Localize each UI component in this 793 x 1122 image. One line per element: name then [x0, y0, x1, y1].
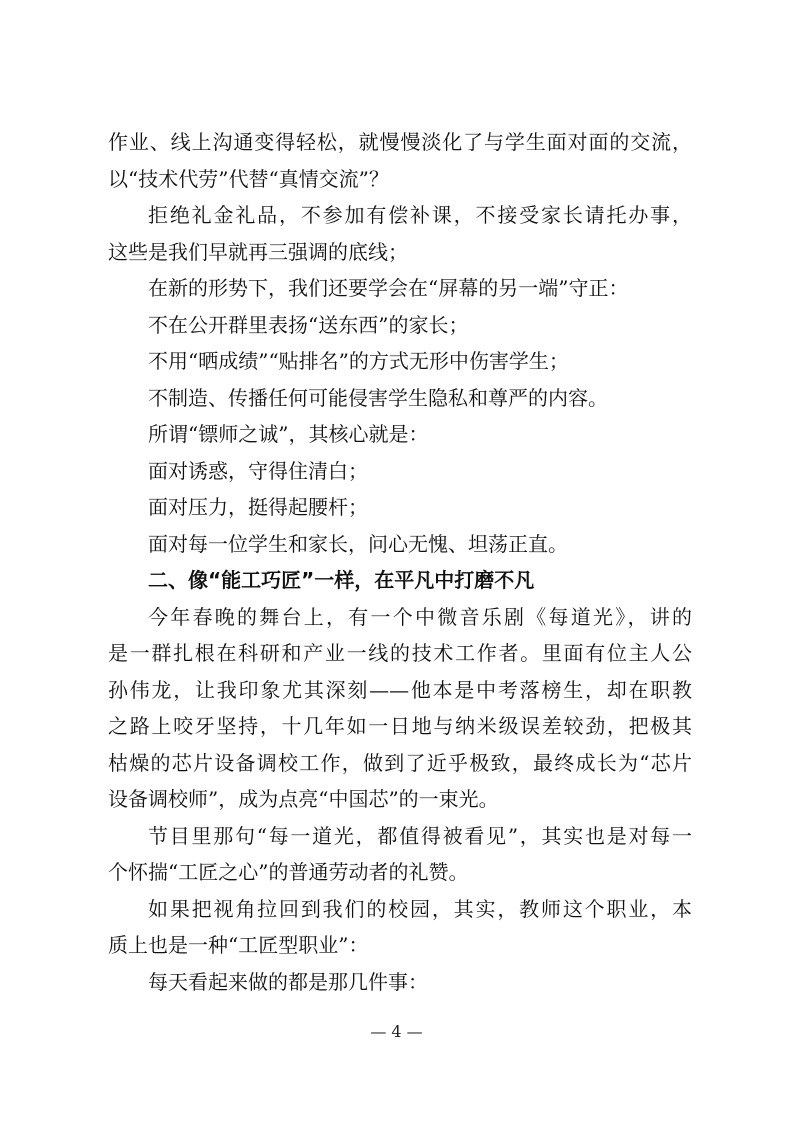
paragraph-line: 面对每一位学生和家长，问心无愧、坦荡正直。	[148, 531, 568, 556]
paragraph-line: 作业、线上沟通变得轻松，就慢慢淡化了与学生面对面的交流，	[108, 130, 692, 154]
paragraph-line: 所谓“镖师之诚”，其核心就是：	[148, 422, 429, 446]
paragraph-line: 以“技术代劳”代替“真情交流”？	[108, 166, 389, 191]
paragraph-line: 不用“晒成绩”“贴排名”的方式无形中伤害学生；	[148, 349, 569, 373]
paragraph-line: 不在公开群里表扬“送东西”的家长；	[148, 312, 469, 337]
paragraph-line: 这些是我们早就再三强调的底线；	[108, 239, 408, 264]
paragraph-line: 不制造、传播任何可能侵害学生隐私和尊严的内容。	[148, 385, 608, 410]
paragraph-line: 是一群扎根在科研和产业一线的技术工作者。里面有位主人公	[108, 641, 692, 665]
paragraph-line: 之路上咬牙坚持，十几年如一日地与纳米级误差较劲，把极其	[108, 714, 692, 738]
paragraph-line: 面对压力，挺得起腰杆；	[148, 495, 368, 519]
paragraph-line: 在新的形势下，我们还要学会在“屏幕的另一端”守正：	[148, 276, 629, 300]
paragraph-line: 个怀揣“工匠之心”的普通劳动者的礼赞。	[108, 860, 469, 884]
paragraph-line: 拒绝礼金礼品，不参加有偿补课，不接受家长请托办事，	[148, 203, 692, 227]
paragraph-line: 每天看起来做的都是那几件事：	[148, 969, 428, 994]
document-body	[108, 124, 692, 1000]
paragraph-line: 孙伟龙，让我印象尤其深刻——他本是中考落榜生，却在职教	[108, 677, 692, 702]
section-heading: 二、像“能工巧匠”一样，在平凡中打磨不凡	[148, 568, 535, 592]
paragraph-line: 节目里那句“每一道光，都值得被看见”，其实也是对每一	[148, 823, 692, 848]
paragraph-line: 今年春晚的舞台上，有一个中微音乐剧《每道光》，讲的	[148, 604, 692, 629]
paragraph-line: 如果把视角拉回到我们的校园，其实，教师这个职业，本	[148, 896, 692, 921]
page-number: — 4 —	[370, 1022, 423, 1041]
paragraph-line: 枯燥的芯片设备调校工作，做到了近乎极致，最终成长为“芯片	[108, 750, 692, 775]
paragraph-line: 质上也是一种“工匠型职业”：	[108, 933, 369, 957]
paragraph-line: 设备调校师”，成为点亮“中国芯”的一束光。	[108, 787, 499, 811]
paragraph-line: 面对诱惑，守得住清白；	[148, 458, 368, 483]
